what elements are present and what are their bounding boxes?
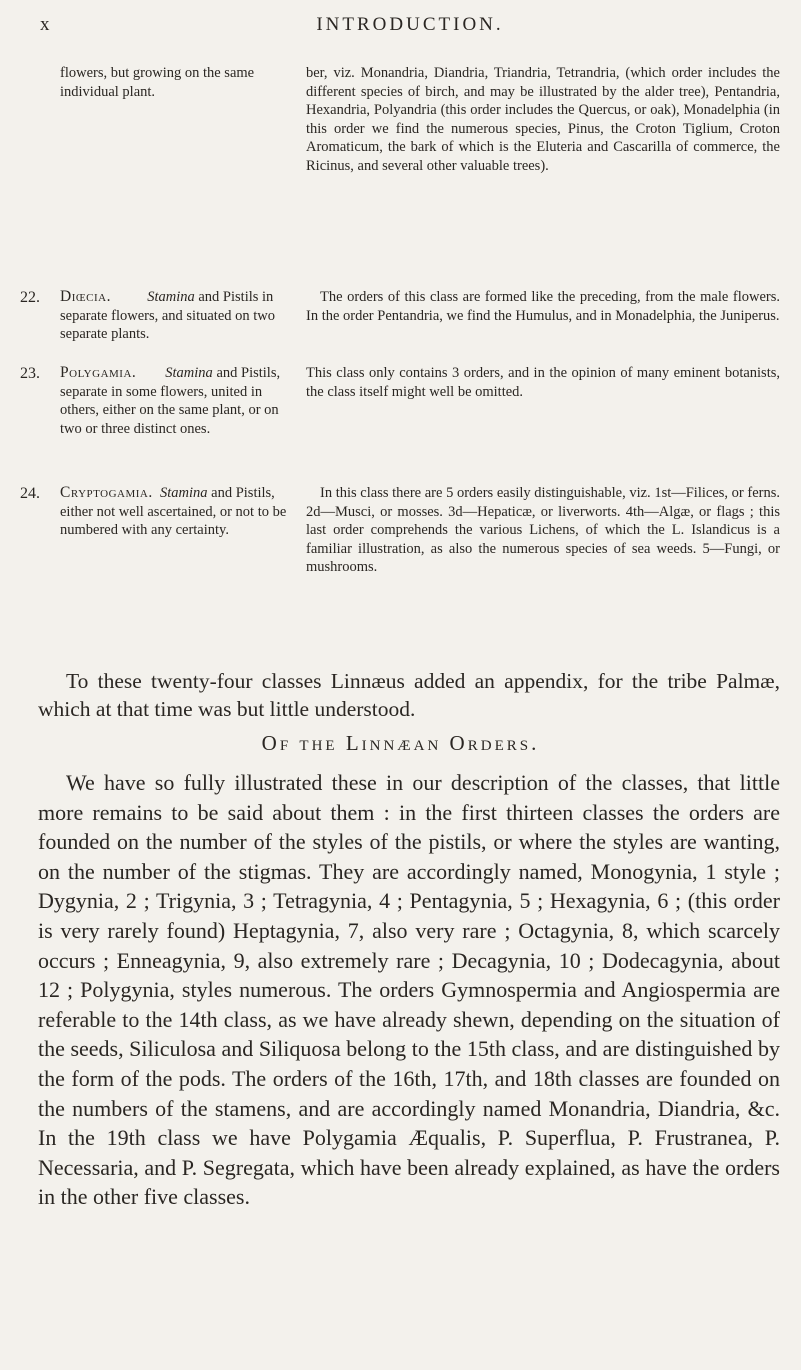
class-definition: and Pistils in separate flowers, and situated on two separate plants. (60, 289, 276, 343)
class-orders-text: The orders of this class are formed like the preceding, from the male flowers. In the order Pentandria, we find the Humulus, and in Monadelphia, the Juniperus. (306, 289, 780, 324)
class-description: flowers, but growing on the same individual plant. (60, 65, 255, 100)
class-name: Diœcia. (60, 288, 111, 305)
class-term: Stamina (147, 289, 195, 305)
class-number: 22. (20, 289, 40, 306)
class-description (60, 364, 288, 438)
class-term: Stamina (165, 365, 213, 381)
class-orders-text: This class only contains 3 orders, and in the opinion of many eminent botanists, the class itself might well be omitted. (306, 365, 780, 400)
running-title: INTRODUCTION. (316, 14, 504, 35)
class-orders-text: ber, viz. Monandria, Diandria, Triandria, Tetrandria, (which order includes the different species of birch, and may be illustrated by the alder tree), Pentandria, Hexandria, Polyandria (this order includes the Quercus, or oak), Monadelphia (in this order we find the numerous species, Pinus, the Croton Tiglium, Croton Aromaticum, the bark of which is the Eluteria and Cascarilla of commerce, the Ricinus, and several other valuable trees). (306, 65, 780, 174)
class-orders-text: In this class there are 5 orders easily distinguishable, viz. 1st—Filices, or ferns. 2d—Musci, or mosses. 3d—Hepaticæ, or liverworts. 4th—Algæ, or flags ; this last order comprehends the various Lichens, of which the L. Islandicus is a familiar illustration, as also the numerous species of sea weeds. 5—Fungi, or mushrooms. (306, 485, 780, 576)
class-description (60, 484, 288, 540)
class-term: Stamina (160, 485, 208, 501)
class-number: 24. (20, 485, 40, 502)
orders-paragraph: We have so fully illustrated these in our description of the classes, that little more remains to be said about them : in the first thirteen classes the orders are founded on the number of the styles of the pistils, or where the styles are wanting, on the number of the stigmas. They are accordingly named, Monogynia, 1 style ; Dygynia, 2 ; Trigynia, 3 ; Tetragynia, 4 ; Pentagynia, 5 ; Hexagynia, 6 ; (this order is very rarely found) Heptagynia, 7, also very rare ; Octagynia, 8, which scarcely occurs ; Enneagynia, 9, also extremely rare ; Decagynia, 10 ; Dodecagynia, about 12 ; Polygynia, styles numerous. The orders Gymnospermia and Angiospermia are referable to the 14th class, as we have already shewn, depending on the situation of the seeds, Siliculosa and Siliquosa belong to the 15th class, and are distinguished by the form of the pods. The orders of the 16th, 17th, and 18th classes are founded on the numbers of the stamens, and are accordingly named Monandria, Diandria, &c. In the 19th class we have Polygamia Æqualis, P. Superflua, P. Frustranea, P. Necessaria, and P. Segregata, which have been already explained, as have the orders in the other five classes. (38, 770, 780, 1210)
class-name: Cryptogamia. (60, 484, 153, 501)
section-heading: Of the Linnæan Orders. (261, 731, 540, 755)
class-number: 23. (20, 365, 40, 382)
class-description (60, 288, 288, 344)
class-definition: and Pistils, either not well ascertained, or not to be numbered with any certainty. (60, 485, 287, 539)
appendix-paragraph: To these twenty-four classes Linnæus added an appendix, for the tribe Palmæ, which at that time was but little understood. (38, 669, 780, 721)
page-header (40, 14, 780, 44)
page-number: x (40, 14, 51, 35)
class-definition: and Pistils, separate in some flowers, united in others, either on the same plant, or on two or three distinct ones. (60, 365, 281, 437)
class-name: Polygamia. (60, 364, 137, 381)
